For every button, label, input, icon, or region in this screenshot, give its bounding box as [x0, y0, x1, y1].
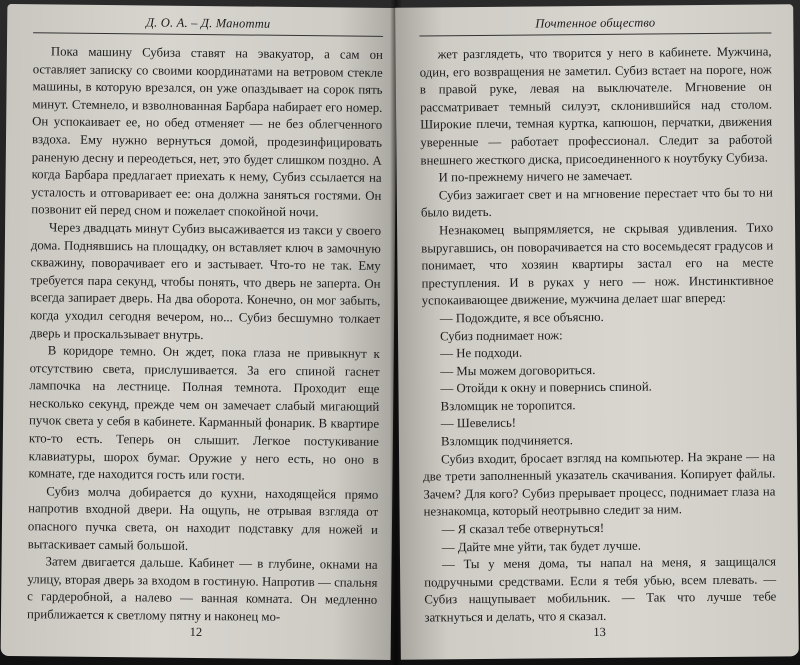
dialog-line: — Я сказал тебе отвернуться! — [441, 520, 605, 537]
paragraph: Субиз молча добирается до кухни, находящейся прямо напротив входной двери. На ощупь, не отрывая взгляда от опасного пучка света, он находит подставку для ножей и вытаскивает самый большой. — [27, 484, 379, 553]
paragraph: В коридоре темно. Он ждет, пока глаза не привыкнут к отсутствию света, прислушивается. За его спиной гаснет лампочка на лестнице. Полная темнота. Проходит еще несколько секунд, прежде чем он замечает слабый мигающий пучок света у себя в кабинете. Карманный фонарик. В квартире кто-то есть. Теперь он слышит. Легкое постукивание клавиатуры, шорох бумаг. Оружие у него есть, но оно в комнате, где находится гость или гости. — [28, 343, 380, 483]
paragraph: И по-прежнему ничего не замечает. — [438, 168, 633, 185]
right-page-text — [420, 43, 777, 627]
paragraph: Затем двигается дальше. Кабинет — в глубине, окнами на улицу, вторая дверь за входом в гостиную. Напротив — спальня с гардеробной, а налево — ванная комната. Он медленно приближается к светлому пятну и наконец мо- — [26, 554, 378, 624]
right-running-head: Почтенное общество — [419, 14, 771, 36]
paragraph: жет разглядеть, что творится у него в кабинете. Мужчина, один, его возвращения не заметил. Субиз встает на пороге, нож в правой руке, левая на выключателе. Мгновение он рассматривает темный силуэт, склонившийся над столом. Широкие плечи, темная куртка, капюшон, перчатки, движения уверенные — работает профессионал. Следит за работой внешнего жесткого диска, присоединенного к ноутбуку Субиза. — [419, 44, 773, 168]
paragraph: Субиз зажигает свет и на мгновение перестает что бы то ни было видеть. — [420, 185, 773, 220]
paragraph: Субиз поднимает нож: — [439, 327, 563, 343]
paragraph: Незнакомец выпрямляется, не скрывая удивления. Тихо выругавшись, он поворачивается на сто восемьдесят градусов и понимает, что хозяин квартиры застал его на месте преступления. И в руках у него — нож. Инстинктивное успокаивающее движение, мужчина делает шаг вперед: — [421, 220, 774, 308]
left-page-number: 12 — [189, 624, 203, 640]
dialog-line: — Дайте мне уйти, так будет лучше. — [441, 538, 641, 554]
dialog-line: — Подождите, я все объясню. — [439, 309, 604, 326]
paragraph: Субиз входит, бросает взгляд на компьютер. На экране — на две трети заполненный указатель скачивания. Копирует файлы. Зачем? Для кого? Субиз прерывает процесс, поднимает глаза на незнакомца, который неотрывно следит за ним. — [423, 449, 776, 519]
right-page — [395, 4, 799, 659]
dialog-line: — Не подходи. — [440, 345, 523, 361]
left-page — [1, 4, 398, 660]
dialog-line: — Ты у меня дома, ты напал на меня, я защищался подручными средствами. Если я тебя убью, всем плевать. — Субиз нащупывает мобильник. — Так что лучше тебе заткнуться и делать, что я сказал. — [424, 554, 777, 625]
dialog-line: — Шевелись! — [440, 416, 517, 431]
left-page-text — [27, 43, 383, 627]
paragraph: Взломщик подчиняется. — [440, 433, 573, 449]
paragraph: Через двадцать минут Субиз высаживается из такси у своего дома. Поднявшись на площадку, он вставляет ключ в замочную скважину, поворачивает его и застывает. Что-то не так. Ему требуется пара секунд, чтобы понять, что дверь не заперта. Он всегда запирает дверь. На два оборота. Конечно, он мог забыть, когда уходил сегодня вечером, но... Субиз бесшумно толкает дверь и проскальзывает внутрь. — [29, 220, 382, 342]
right-page-number: 13 — [593, 624, 606, 640]
dialog-line: — Отойди к окну и повернись спиной. — [440, 379, 652, 396]
paragraph: Взломщик не торопится. — [440, 398, 576, 414]
left-running-head: Д. О. А. – Д. Манотти — [33, 14, 383, 37]
paragraph: Пока машину Субиза ставят на эвакуатор, а сам он оставляет записку со своими координатами на ветровом стекле машины, в которую врезался, он уже опаздывает на сорок пять минут. Стемнело, и взволнованная Барбара набирает его номер. Он успокаивает ее, но обед отменяет — не без облегченного вздоха. Ему нужно вернуться домой, продезинфицировать раненую десну и переодеться, нет, это будет слишком поздно. А когда Барбара предлагает приехать к нему, Субиз ссылается на усталость и отговаривает ее: она должна заняться гостями. Он позвонит ей перед сном и пожелает спокойной ночи. — [31, 44, 383, 220]
dialog-line: — Мы можем договориться. — [440, 362, 596, 379]
